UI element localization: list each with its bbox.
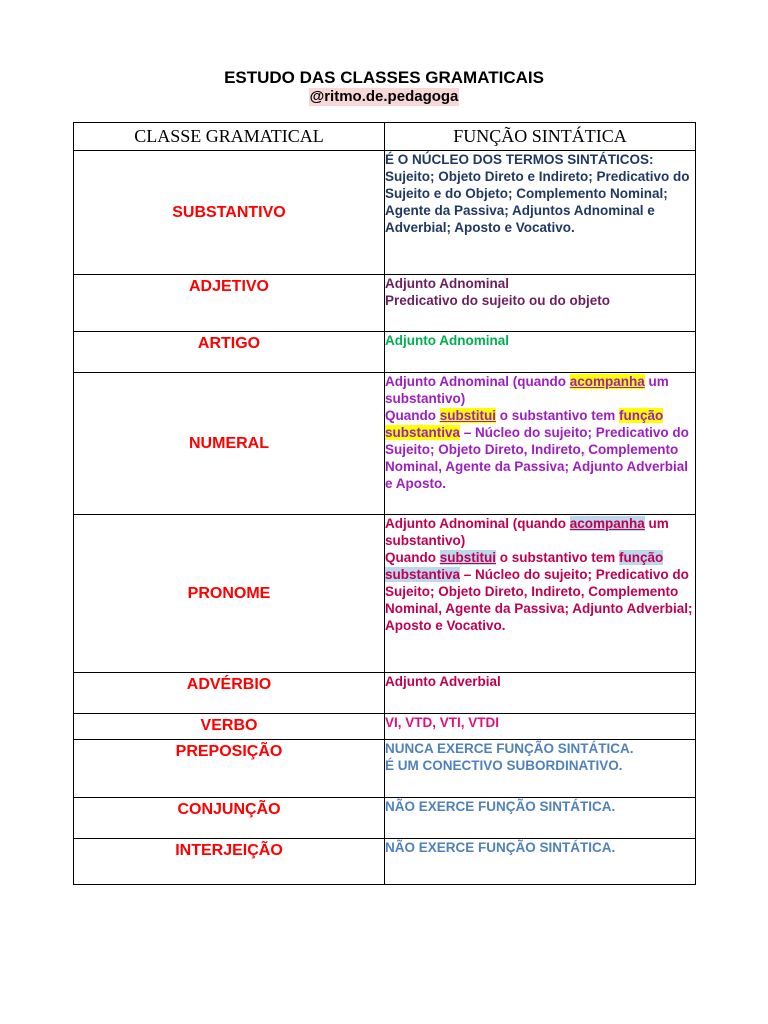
classe-label: CONJUNÇÃO bbox=[177, 801, 281, 818]
funcao-cell bbox=[385, 332, 696, 373]
classe-cell bbox=[74, 839, 385, 885]
classe-label: SUBSTANTIVO bbox=[172, 203, 286, 221]
highlight-substitui: substitui bbox=[439, 550, 496, 565]
highlight-acompanha: acompanha bbox=[569, 374, 645, 389]
classe-cell bbox=[74, 275, 385, 332]
funcao-cell bbox=[385, 839, 696, 885]
subtitle-container bbox=[0, 88, 768, 106]
page-title: ESTUDO DAS CLASSES GRAMATICAIS bbox=[224, 68, 544, 87]
funcao-paragraph-1: Adjunto Adnominal (quando acompanha um substantivo) bbox=[385, 374, 669, 406]
funcao-text: Adjunto Adverbial bbox=[385, 674, 501, 689]
funcao-line-1: NUNCA EXERCE FUNÇÃO SINTÁTICA. bbox=[385, 741, 634, 756]
funcao-text: Adjunto Adnominal bbox=[385, 333, 509, 348]
col-header-funcao: FUNÇÃO SINTÁTICA bbox=[385, 123, 696, 151]
classe-label: ADVÉRBIO bbox=[186, 676, 272, 693]
funcao-cell bbox=[385, 373, 696, 515]
funcao-line-1: Adjunto Adnominal bbox=[385, 276, 509, 291]
highlight-substitui: substitui bbox=[439, 408, 496, 423]
classe-cell bbox=[74, 798, 385, 839]
funcao-cell bbox=[385, 275, 696, 332]
classe-cell bbox=[74, 673, 385, 714]
table-row bbox=[74, 275, 696, 332]
page-subtitle: @ritmo.de.pedagoga bbox=[309, 88, 459, 105]
funcao-text: É O NÚCLEO DOS TERMOS SINTÁTICOS: Sujeito; Objeto Direto e Indireto; Predicativo do Sujeito e do Objeto; Complemento Nominal; Agente da Passiva; Adjuntos Adnominal e Adverbial; Aposto e Vocativo. bbox=[385, 152, 690, 235]
classe-label: INTERJEIÇÃO bbox=[175, 842, 283, 859]
classe-cell bbox=[74, 373, 385, 515]
classe-label: PREPOSIÇÃO bbox=[175, 743, 283, 760]
table-row bbox=[74, 332, 696, 373]
table-header-row bbox=[74, 123, 696, 151]
funcao-cell bbox=[385, 798, 696, 839]
funcao-paragraph-1: Adjunto Adnominal (quando acompanha um substantivo) bbox=[385, 516, 669, 548]
classe-label: VERBO bbox=[200, 717, 258, 734]
grammar-table bbox=[73, 122, 696, 885]
classe-label: NUMERAL bbox=[189, 434, 269, 452]
table-row bbox=[74, 673, 696, 714]
funcao-text: VI, VTD, VTI, VTDI bbox=[385, 715, 500, 730]
table-row bbox=[74, 714, 696, 740]
table-row bbox=[74, 798, 696, 839]
table-row bbox=[74, 740, 696, 798]
funcao-paragraph-2: Quando substitui o substantivo tem função substantiva – Núcleo do sujeito; Predicativo do Sujeito; Objeto Direto, Indireto, Complemento Nominal, Agente da Passiva; Adjunto Adverbial; Aposto e Vocativo. bbox=[385, 550, 693, 633]
funcao-paragraph-2: Quando substitui o substantivo tem função substantiva – Núcleo do sujeito; Predicativo do Sujeito; Objeto Direto, Indireto, Complemento Nominal, Agente da Passiva; Adjunto Adverbial e Aposto. bbox=[385, 408, 689, 491]
funcao-text: NÃO EXERCE FUNÇÃO SINTÁTICA. bbox=[385, 799, 616, 814]
classe-cell bbox=[74, 740, 385, 798]
classe-cell bbox=[74, 332, 385, 373]
col-header-classe: CLASSE GRAMATICAL bbox=[74, 123, 385, 151]
highlight-funcao-substantiva: função substantiva bbox=[385, 550, 664, 582]
table-row bbox=[74, 515, 696, 673]
funcao-cell bbox=[385, 714, 696, 740]
funcao-line-2: Predicativo do sujeito ou do objeto bbox=[385, 293, 611, 308]
classe-label: ARTIGO bbox=[197, 335, 261, 352]
classe-cell bbox=[74, 151, 385, 275]
classe-label: ADJETIVO bbox=[188, 278, 269, 295]
funcao-cell bbox=[385, 515, 696, 673]
funcao-cell bbox=[385, 673, 696, 714]
classe-cell bbox=[74, 714, 385, 740]
classe-label: PRONOME bbox=[187, 584, 271, 602]
highlight-acompanha: acompanha bbox=[569, 516, 645, 531]
funcao-text: NÃO EXERCE FUNÇÃO SINTÁTICA. bbox=[385, 840, 616, 855]
funcao-cell bbox=[385, 740, 696, 798]
highlight-funcao-substantiva: função substantiva bbox=[385, 408, 664, 440]
classe-cell bbox=[74, 515, 385, 673]
funcao-cell bbox=[385, 151, 696, 275]
funcao-line-2: É UM CONECTIVO SUBORDINATIVO. bbox=[385, 758, 623, 773]
table-row bbox=[74, 839, 696, 885]
table-row bbox=[74, 373, 696, 515]
table-row bbox=[74, 151, 696, 275]
